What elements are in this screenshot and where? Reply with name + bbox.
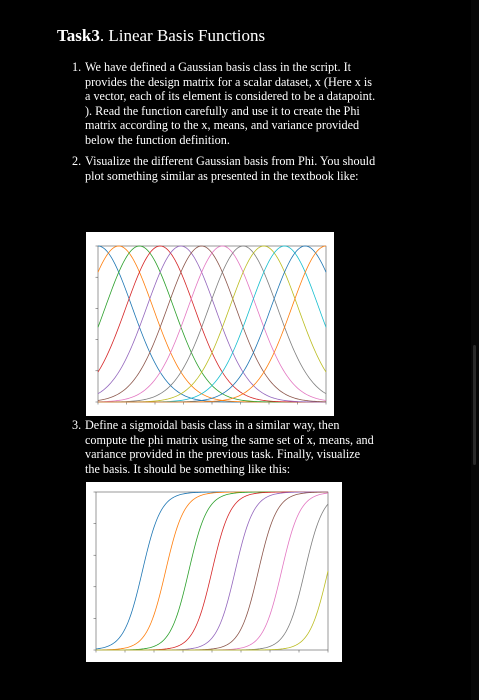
basis-curve-1-10 bbox=[98, 246, 326, 402]
plot-frame bbox=[98, 246, 326, 402]
item-1-text bbox=[85, 60, 375, 148]
scrollbar-thumb[interactable] bbox=[473, 345, 476, 465]
item-3-line: variance provided in the previous task. Finally, visualize bbox=[85, 447, 361, 462]
basis-curve-2-7 bbox=[96, 504, 328, 650]
task-title-rest: . Linear Basis Functions bbox=[99, 26, 266, 45]
sigmoid-basis-chart bbox=[86, 482, 342, 662]
basis-curve-1-5 bbox=[98, 246, 326, 402]
scrollbar[interactable] bbox=[471, 0, 479, 700]
sigmoid-basis-figure bbox=[86, 482, 342, 662]
item-3-text bbox=[85, 418, 374, 476]
item-1-number: 1. bbox=[72, 60, 82, 74]
gaussian-basis-figure bbox=[86, 232, 334, 416]
item-2-text bbox=[85, 154, 375, 183]
basis-curve-1-3 bbox=[98, 246, 326, 402]
basis-curve-1-11 bbox=[98, 246, 326, 402]
item-3-line: compute the phi matrix using the same set of x, means, and bbox=[85, 432, 374, 447]
item-3-number: 3. bbox=[72, 418, 82, 432]
gaussian-basis-chart bbox=[86, 232, 334, 416]
item-1-line: We have defined a Gaussian basis class in the script. It bbox=[85, 60, 352, 74]
basis-curve-1-6 bbox=[98, 246, 326, 402]
item-2-line: Visualize the different Gaussian basis from Phi. You should bbox=[85, 154, 376, 168]
basis-curve-1-9 bbox=[98, 246, 326, 402]
basis-curve-1-2 bbox=[98, 246, 326, 402]
item-1-line: a vector, each of its element is considered to be a datapoint. bbox=[85, 89, 376, 104]
basis-curve-1-7 bbox=[98, 246, 326, 402]
task-label: Task3 bbox=[57, 26, 100, 45]
item-1-line: ). Read the function carefully and use it to create the Phi bbox=[85, 103, 360, 118]
basis-curve-1-8 bbox=[98, 246, 326, 402]
basis-curve-1-0 bbox=[98, 246, 326, 402]
item-3-line: the basis. It should be something like this: bbox=[85, 461, 291, 476]
basis-curve-1-1 bbox=[98, 246, 326, 402]
basis-curve-1-4 bbox=[98, 246, 326, 402]
item-1-line: provides the design matrix for a scalar dataset, x (Here x is bbox=[85, 74, 372, 89]
item-2-line: plot something similar as presented in the textbook like: bbox=[85, 168, 359, 183]
item-2-number: 2. bbox=[72, 154, 82, 168]
item-1-line: matrix according to the x, means, and variance provided bbox=[85, 118, 360, 133]
task-title bbox=[57, 26, 265, 46]
item-3-line: Define a sigmoidal basis class in a similar way, then bbox=[85, 418, 340, 432]
basis-curve-2-3 bbox=[96, 492, 328, 650]
item-1-line: below the function definition. bbox=[85, 132, 230, 147]
